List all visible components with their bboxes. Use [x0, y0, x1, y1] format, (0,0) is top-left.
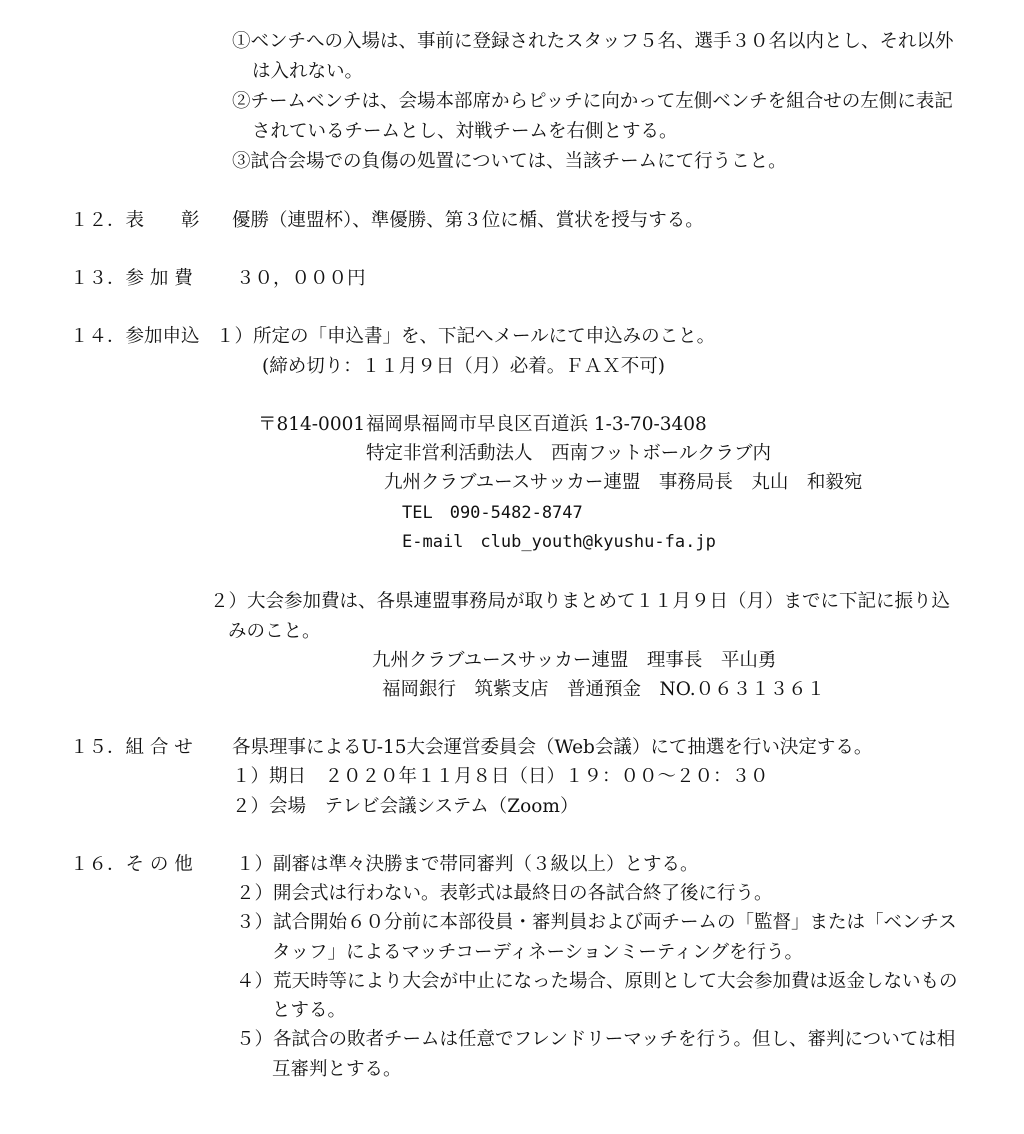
sec14-org2: 九州クラブユースサッカー連盟 事務局長 丸山 和毅宛	[384, 472, 863, 493]
sec15-label: １５．組 合 せ	[70, 737, 193, 758]
sec15-item2: ２）会場 テレビ会議システム（Zoom）	[232, 796, 579, 817]
sec16-item3-line1: ３）試合開始６０分前に本部役員・審判員および両チームの「監督」または「ベンチス	[236, 912, 957, 933]
sec16-item1: １）副審は準々決勝まで帯同審判（３級以上）とする。	[236, 854, 699, 875]
sec15-body: 各県理事によるU-15大会運営委員会（Web会議）にて抽選を行い決定する。	[232, 737, 873, 758]
sec11-item3: ③試合会場での負傷の処置については、当該チームにて行うこと。	[232, 151, 787, 172]
sec12-body: 優勝（連盟杯）、準優勝、第３位に楯、賞状を授与する。	[232, 210, 704, 231]
sec16-item2: ２）開会式は行わない。表彰式は最終日の各試合終了後に行う。	[236, 883, 773, 904]
sec14-email: E-mail club_youth@kyushu-fa.jp	[402, 532, 716, 552]
sec15-item1: １）期日 ２０２０年１１月８日（日）１９：００～２０：３０	[232, 766, 769, 787]
sec13-body: ３０，０００円	[236, 268, 366, 289]
sec16-item3-line2: タッフ」によるマッチコーディネーションミーティングを行う。	[272, 942, 803, 963]
sec12-label: １２．表 彰	[70, 210, 200, 231]
sec14-org1: 特定非営利活動法人 西南フットボールクラブ内	[366, 443, 771, 464]
sec16-item5-line2: 互審判とする。	[272, 1059, 402, 1080]
sec14-label: １４．参加申込	[70, 326, 200, 347]
sec16-item4-line2: とする。	[272, 1000, 347, 1021]
sec11-item1-line1: ①ベンチへの入場は、事前に登録されたスタッフ５名、選手３０名以内とし、それ以外	[232, 31, 954, 52]
sec16-label: １６．そ の 他	[70, 854, 193, 875]
sec16-item5-line1: ５）各試合の敗者チームは任意でフレンドリーマッチを行う。但し、審判については相	[236, 1029, 956, 1050]
sec11-item2-line1: ②チームベンチは、会場本部席からピッチに向かって左側ベンチを組合せの左側に表記	[232, 91, 953, 112]
sec11-item2-line2: されているチームとし、対戦チームを右側とする。	[252, 121, 678, 142]
sec14-payee: 九州クラブユースサッカー連盟 理事長 平山勇	[372, 650, 777, 671]
sec14-item1-note: (締め切り：１１月９日（月）必着。ＦＡＸ不可)	[262, 356, 665, 377]
sec14-tel: TEL 090-5482-8747	[402, 503, 583, 523]
sec11-item1-line2: は入れない。	[252, 61, 364, 82]
sec14-address: 福岡県福岡市早良区百道浜 1-3-70-3408	[366, 414, 707, 435]
sec16-item4-line1: ４）荒天時等により大会が中止になった場合、原則として大会参加費は返金しないもの	[236, 971, 958, 992]
sec14-item2-line1: ２）大会参加費は、各県連盟事務局が取りまとめて１１月９日（月）までに下記に振り込	[210, 591, 951, 612]
sec14-bank: 福岡銀行 筑紫支店 普通預金 NO.０６３１３６１	[382, 679, 826, 700]
sec14-item1: １）所定の「申込書」を、下記へメールにて申込みのこと。	[216, 326, 716, 347]
sec14-postal-code: 〒814-0001	[258, 414, 366, 435]
sec13-label: １３．参 加 費	[70, 268, 193, 289]
sec14-item2-line2: みのこと。	[228, 621, 321, 642]
